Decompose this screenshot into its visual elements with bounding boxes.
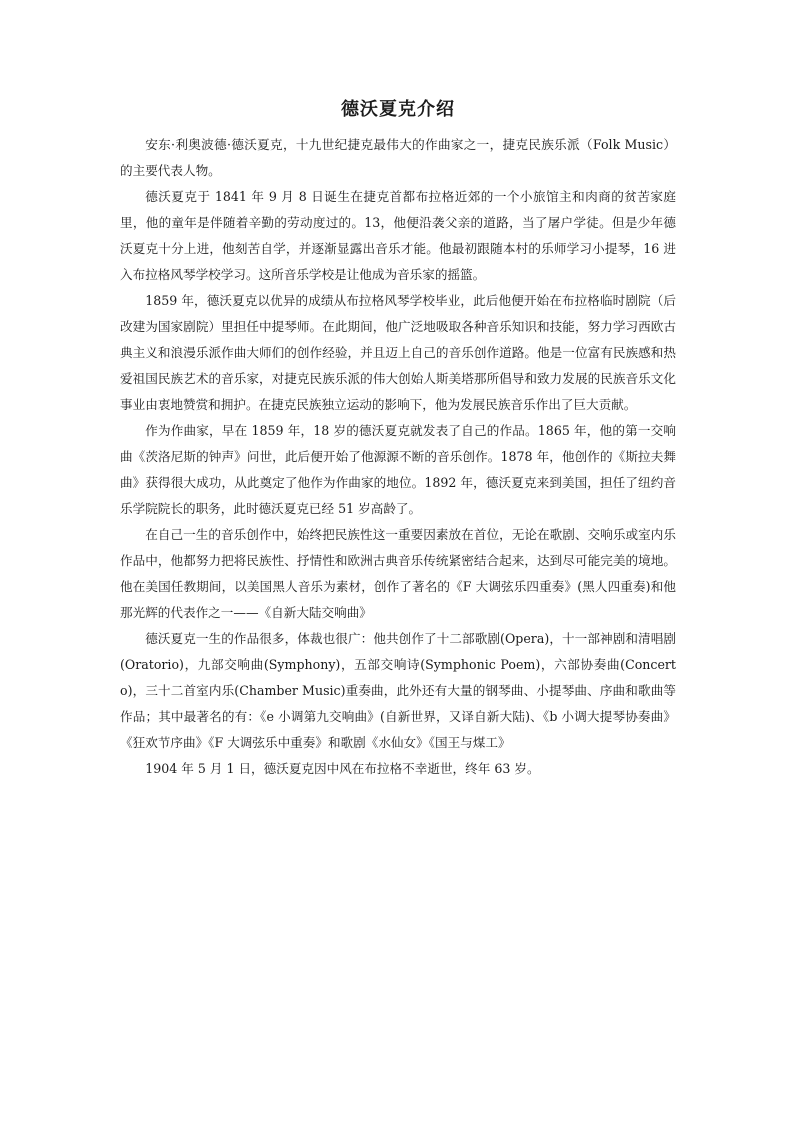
- paragraph-intro: 安东·利奥波德·德沃夏克，十九世纪捷克最伟大的作曲家之一，捷克民族乐派（Folk Music）的主要代表人物。: [120, 137, 676, 178]
- paragraph-composer: 作为作曲家，早在 1859 年，18 岁的德沃夏克就发表了自己的作品。1865 年，他的第一交响曲《茨洛尼斯的钟声》问世，此后便开始了他源源不断的音乐创作。1878 年，他创作的《斯拉夫舞曲》获得很大成功，从此奠定了他作为作曲家的地位。1892 年，德沃夏克来到美国，担任了纽约音乐学院院长的职务，此时德沃夏克已经 51 岁高龄了。: [120, 423, 676, 516]
- paragraph-early-career: 1859 年，德沃夏克以优异的成绩从布拉格风琴学校毕业，此后他便开始在布拉格临时剧院（后改建为国家剧院）里担任中提琴师。在此期间，他广泛地吸取各种音乐知识和技能，努力学习西欧古典主义和浪漫乐派作曲大师们的创作经验，并且迈上自己的音乐创作道路。他是一位富有民族感和热爱祖国民族艺术的音乐家，对捷克民族乐派的伟大创始人斯美塔那所倡导和致力发展的民族音乐文化事业由衷地赞赏和拥护。在捷克民族独立运动的影响下，他为发展民族音乐作出了巨大贡献。: [120, 293, 676, 412]
- paragraph-style: 在自己一生的音乐创作中，始终把民族性这一重要因素放在首位，无论在歌剧、交响乐或室内乐作品中，他都努力把将民族性、抒情性和欧洲古典音乐传统紧密结合起来，达到尽可能完美的境地。他在美国任教期间，以美国黑人音乐为素材，创作了著名的《F 大调弦乐四重奏》(黑人四重奏)和他那光辉的代表作之一——《自新大陆交响曲》: [120, 527, 676, 620]
- document-title: 德沃夏克介绍: [341, 99, 455, 120]
- paragraph-works: 德沃夏克一生的作品很多，体裁也很广：他共创作了十二部歌剧(Opera)，十一部神剧和清唱剧(Oratorio)，九部交响曲(Symphony)，五部交响诗(Symphonic Poem)，六部协奏曲(Concerto)，三十二首室内乐(Chamber Music)重奏曲，此外还有大量的钢琴曲、小提琴曲、序曲和歌曲等作品；其中最著名的有：《e 小调第九交响曲》(自新世界，又译自新大陆)、《b 小调大提琴协奏曲》《狂欢节序曲》《F 大调弦乐中重奏》和歌剧《水仙女》《国王与煤工》: [120, 631, 676, 750]
- document-page: [120, 96, 676, 782]
- paragraph-childhood: 德沃夏克于 1841 年 9 月 8 日诞生在捷克首都布拉格近郊的一个小旅馆主和肉商的贫苦家庭里，他的童年是伴随着辛勤的劳动度过的。13，他便沿袭父亲的道路，当了屠户学徒。但是少年德沃夏克十分上进，他刻苦自学，并逐渐显露出音乐才能。他最初跟随本村的乐师学习小提琴，16 进入布拉格风琴学校学习。这所音乐学校是让他成为音乐家的摇篮。: [120, 189, 676, 282]
- paragraph-death: 1904 年 5 月 1 日，德沃夏克因中风在布拉格不幸逝世，终年 63 岁。: [145, 761, 540, 776]
